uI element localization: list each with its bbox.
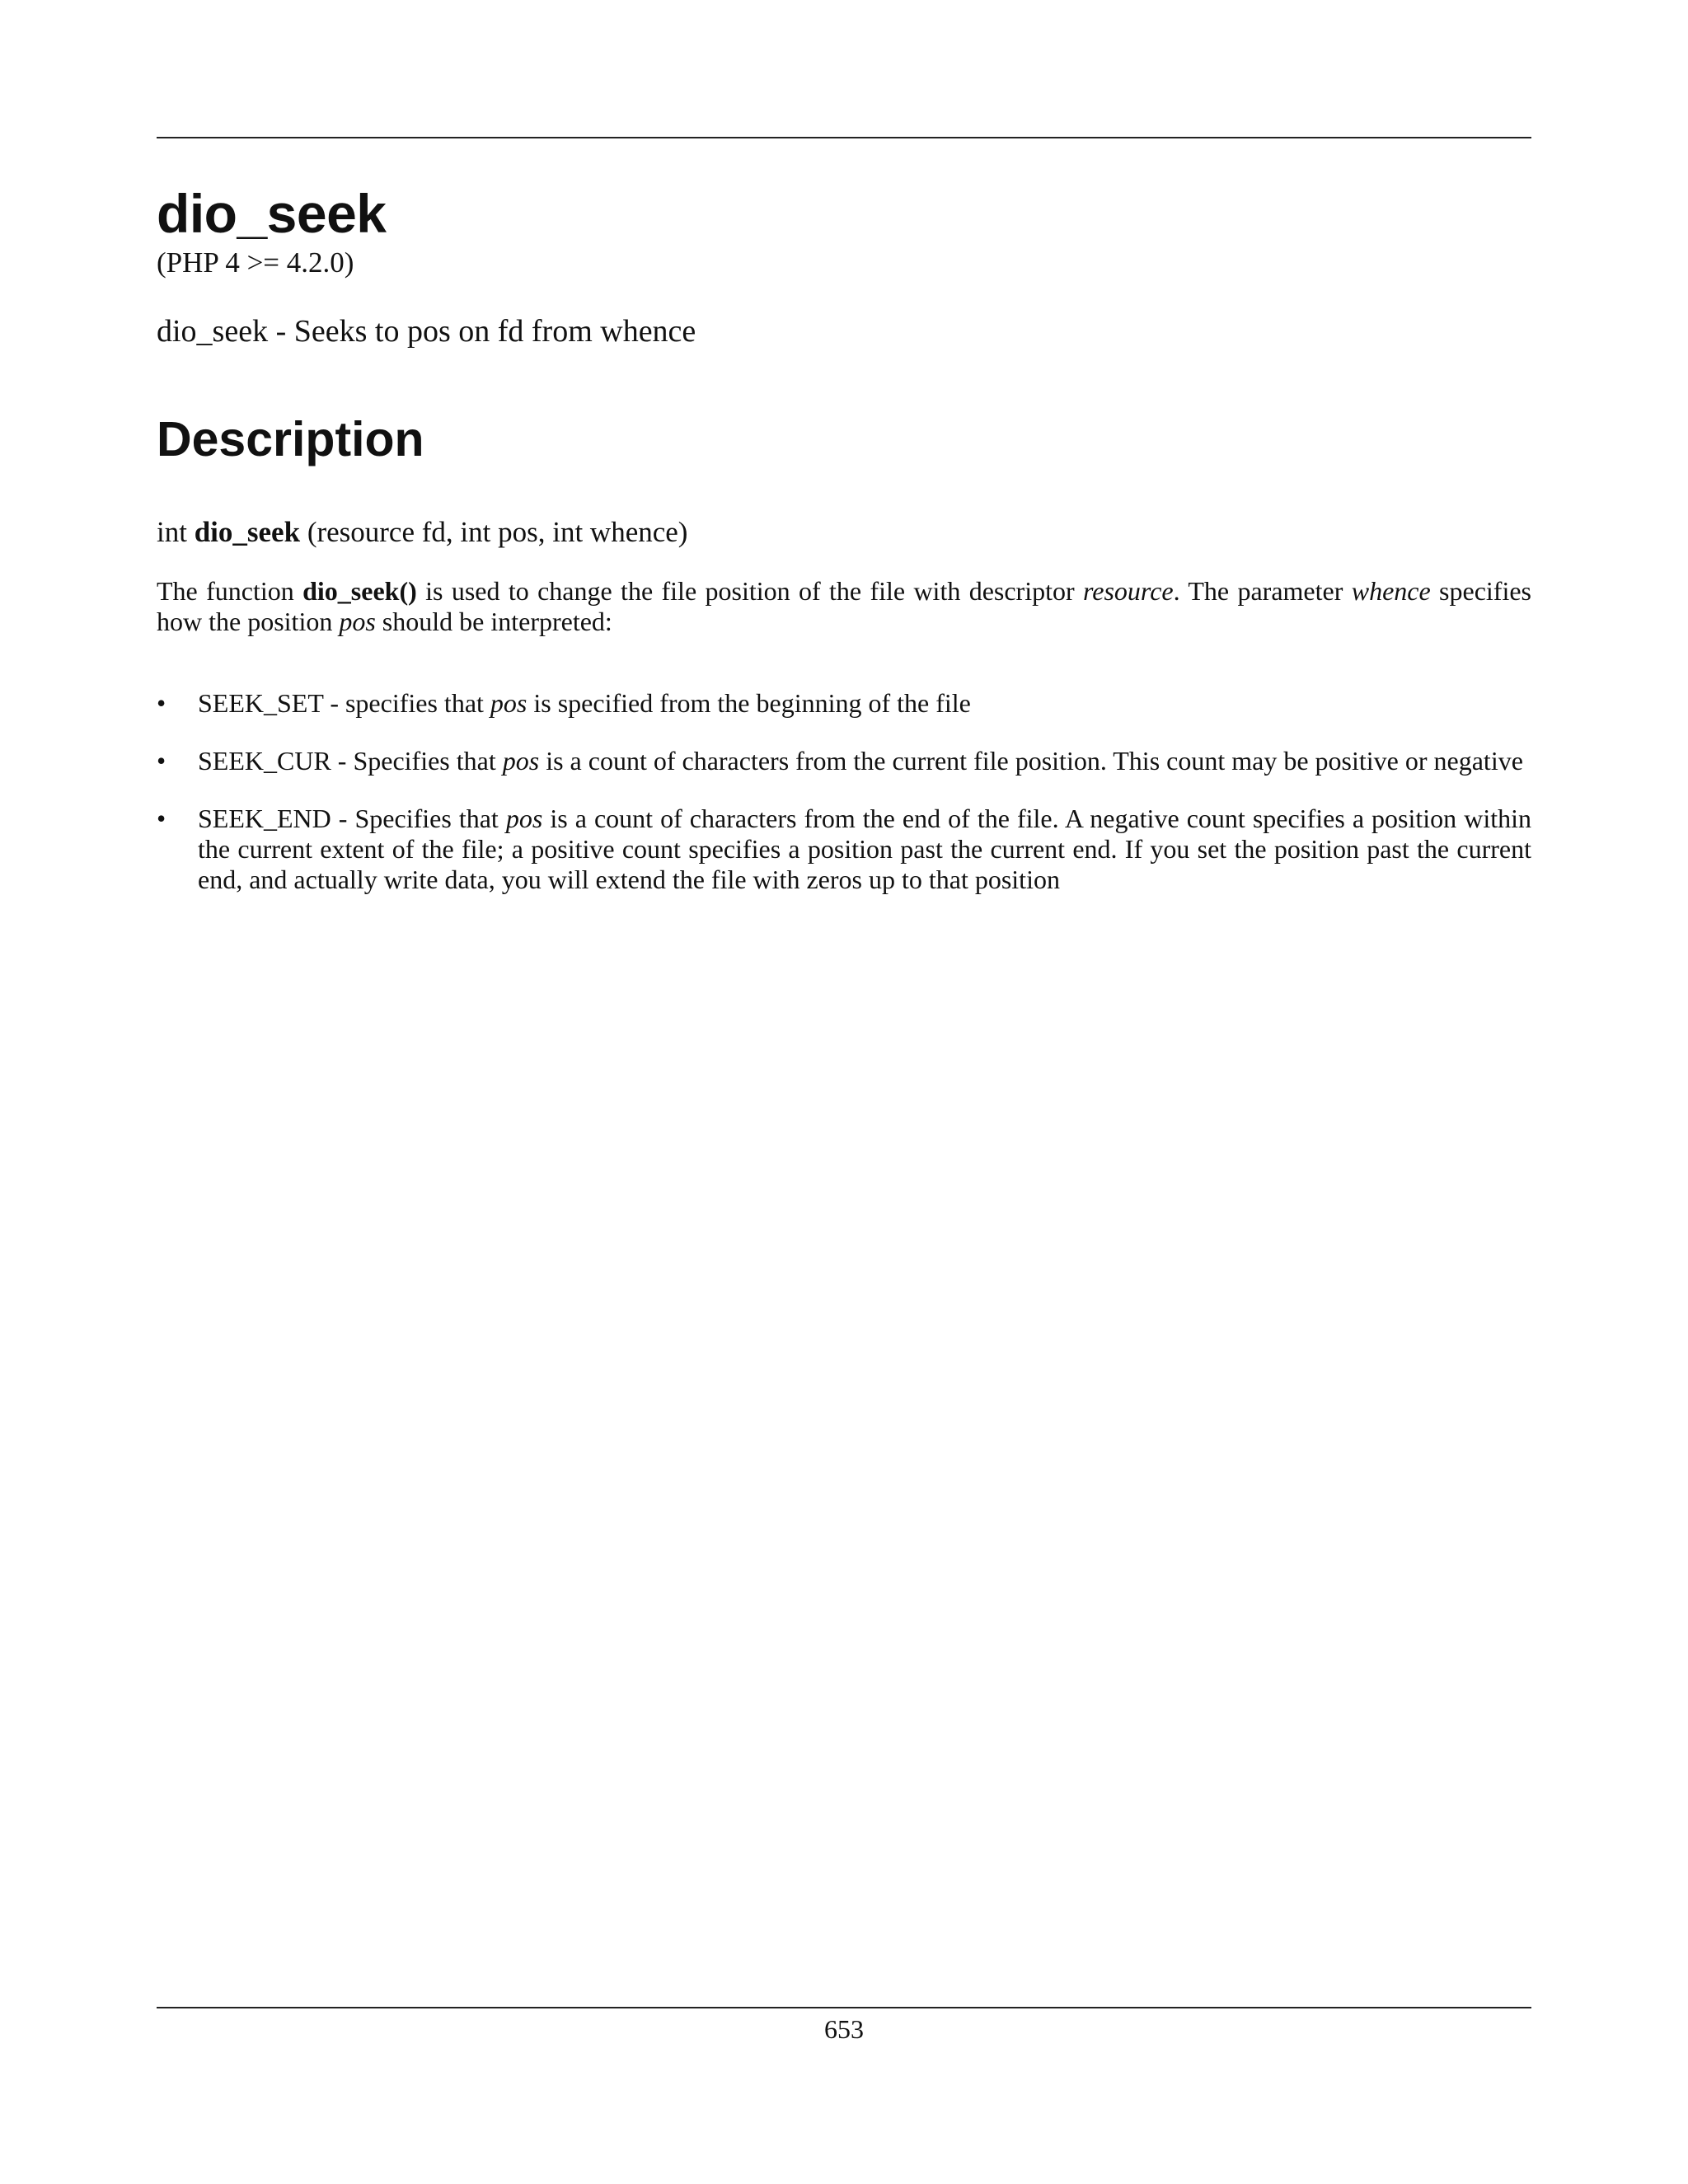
para-text: is used to change the file position of the file with descriptor [416,575,1083,606]
item-text: SEEK_END - Specifies that [198,803,506,833]
list-item [157,746,1531,776]
item-text: is specified from the beginning of the file [527,687,971,718]
description-heading: Description [157,411,424,466]
bullet: • [157,745,166,776]
param-pos: pos [339,606,376,636]
function-synopsis [157,515,1531,550]
footer-rule [157,2007,1531,2008]
synopsis-return-type: int [157,515,187,548]
page-content [157,183,1532,922]
item-param: pos [490,687,528,718]
para-text: should be interpreted: [375,606,612,636]
list-item [157,688,1531,719]
para-text: specifies how the position [157,575,1532,636]
bullet: • [157,803,166,833]
header-rule [157,137,1531,138]
item-text: SEEK_CUR - Specifies that [198,745,503,776]
version-info: (PHP 4 >= 4.2.0) [157,246,354,279]
item-param: pos [502,745,540,776]
para-text: . The parameter [1173,575,1352,606]
function-reference: dio_seek() [302,575,417,606]
list-item [157,804,1531,895]
item-text: is a count of characters from the current file position. This count may be positive or negative [539,745,1523,776]
item-text: is a count of characters from the end of the file. A negative count specifies a position within the current extent of the file; a positive count specifies a position past the current end. If you set the position past the current end, and actually write data, you will extend the file with zeros up to that position [198,803,1531,894]
item-text: SEEK_SET - specifies that [198,687,490,718]
synopsis-function-name: dio_seek [194,515,301,548]
function-title: dio_seek [157,183,387,244]
page-number: 653 [824,2014,864,2044]
synopsis-params: (resource fd, int pos, int whence) [307,515,688,548]
param-whence: whence [1351,575,1431,606]
item-param: pos [505,803,543,833]
description-paragraph [157,576,1531,637]
whence-options-list [157,688,1531,895]
bullet: • [157,687,166,718]
function-purpose: dio_seek - Seeks to pos on fd from whence [157,314,696,349]
param-resource: resource [1083,575,1174,606]
para-text: The function [157,575,303,606]
